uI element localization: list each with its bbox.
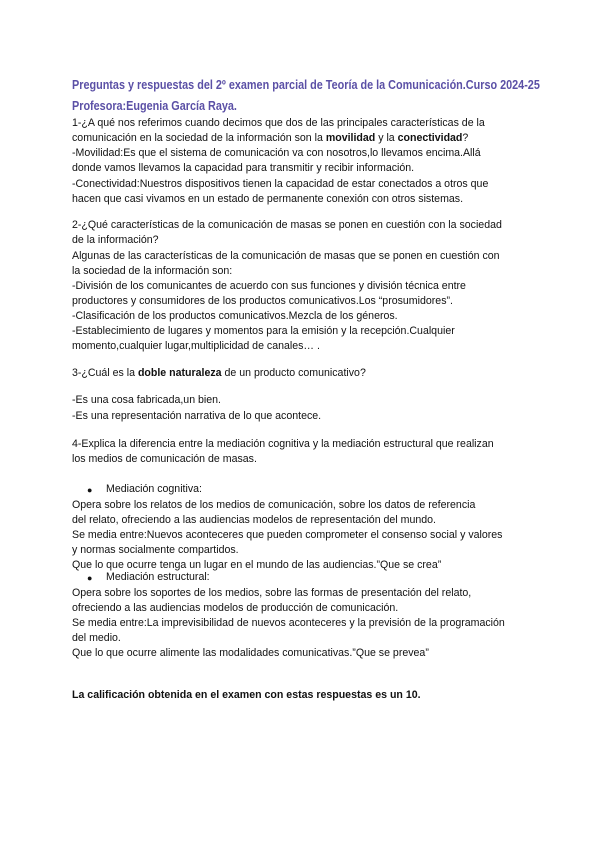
q1-answer-line1: -Movilidad:Es que el sistema de comunicación va con nosotros,lo llevamos encima.Allá	[72, 147, 481, 159]
q2-question-line2: de la información?	[72, 234, 159, 246]
q4-cognitiva-line4: y normas socialmente compartidos.	[72, 544, 239, 556]
q4-estructural-line2: ofreciendo a las audiencias modelos de producción de comunicación.	[72, 602, 399, 614]
q3-text: de un producto comunicativo?	[221, 367, 366, 379]
q4-estructural-line1: Opera sobre los soportes de los medios, sobre las formas de presentación del relato,	[72, 587, 472, 599]
q4-question-line2: los medios de comunicación de masas.	[72, 453, 257, 465]
document-title-line1: Preguntas y respuestas del 2º examen parcial de Teoría de la Comunicación.Curso 2024-25	[72, 78, 540, 92]
q1-question-line2	[72, 133, 468, 144]
q1-text: ?	[462, 132, 469, 144]
q4-cognitiva-line2: del relato, ofreciendo a las audiencias modelos de representación del mundo.	[72, 514, 436, 526]
q4-estructural-line3: Se media entre:La imprevisibilidad de nuevos aconteceres y la previsión de la programación	[72, 617, 505, 629]
q4-estructural-line5: Que lo que ocurre alimente las modalidades comunicativas.”Que se prevea”	[72, 647, 429, 659]
q1-movilidad-term: movilidad	[325, 132, 376, 144]
q3-doble-naturaleza-term: doble naturaleza	[137, 367, 222, 379]
q1-answer-line2: donde vamos llevamos la capacidad para transmitir y recibir información.	[72, 162, 415, 174]
q3-answer-line2: -Es una representación narrativa de lo que acontece.	[72, 410, 322, 422]
q1-text: y la	[375, 132, 398, 144]
q2-answer-line7: momento,cualquier lugar,multiplicidad de canales… .	[72, 340, 320, 352]
q1-conectividad-term: conectividad	[397, 132, 463, 144]
q3-text: 3-¿Cuál es la	[72, 367, 138, 379]
bullet-icon: ●	[87, 485, 93, 495]
final-grade-statement: La calificación obtenida en el examen con estas respuestas es un 10.	[72, 689, 421, 701]
q2-answer-line5: -Clasificación de los productos comunicativos.Mezcla de los géneros.	[72, 310, 398, 322]
q4-cognitiva-line3: Se media entre:Nuevos aconteceres que pueden comprometer el consenso social y valores	[72, 529, 503, 541]
q2-question-line1: 2-¿Qué características de la comunicación de masas se ponen en cuestión con la sociedad	[72, 219, 502, 231]
q2-answer-line6: -Establecimiento de lugares y momentos para la emisión y la recepción.Cualquier	[72, 325, 455, 337]
q1-text: comunicación en la sociedad de la información son la	[72, 132, 326, 144]
q4-estructural-line4: del medio.	[72, 632, 121, 644]
bullet-icon: ●	[87, 573, 93, 583]
q1-answer-line4: hacen que casi vivamos en un estado de permanente conexión con otros sistemas.	[72, 193, 464, 205]
q4-estructural-title: Mediación estructural:	[106, 571, 210, 583]
q4-cognitiva-line1: Opera sobre los relatos de los medios de comunicación, sobre los datos de referencia	[72, 499, 476, 511]
q2-answer-line1: Algunas de las características de la comunicación de masas que se ponen en cuestión con	[72, 250, 500, 262]
q2-answer-line2: la sociedad de la información son:	[72, 265, 233, 277]
q4-cognitiva-title: Mediación cognitiva:	[106, 483, 202, 495]
document-title-line2: Profesora:Eugenia García Raya.	[72, 99, 237, 113]
q2-answer-line4: productores y consumidores de los productos comunicativos.Los “prosumidores”.	[72, 295, 453, 307]
q2-answer-line3: -División de los comunicantes de acuerdo con sus funciones y división técnica entre	[72, 280, 466, 292]
q3-question	[72, 368, 366, 379]
q3-answer-line1: -Es una cosa fabricada,un bien.	[72, 394, 221, 406]
q4-cognitiva-line5: Que lo que ocurre tenga un lugar en el mundo de las audiencias.”Que se crea”	[72, 559, 442, 571]
q1-answer-line3: -Conectividad:Nuestros dispositivos tienen la capacidad de estar conectados a otros que	[72, 178, 489, 190]
q1-question-line1: 1-¿A qué nos referimos cuando decimos que dos de las principales características de la	[72, 117, 485, 129]
q4-question-line1: 4-Explica la diferencia entre la mediación cognitiva y la mediación estructural que realizan	[72, 438, 494, 450]
